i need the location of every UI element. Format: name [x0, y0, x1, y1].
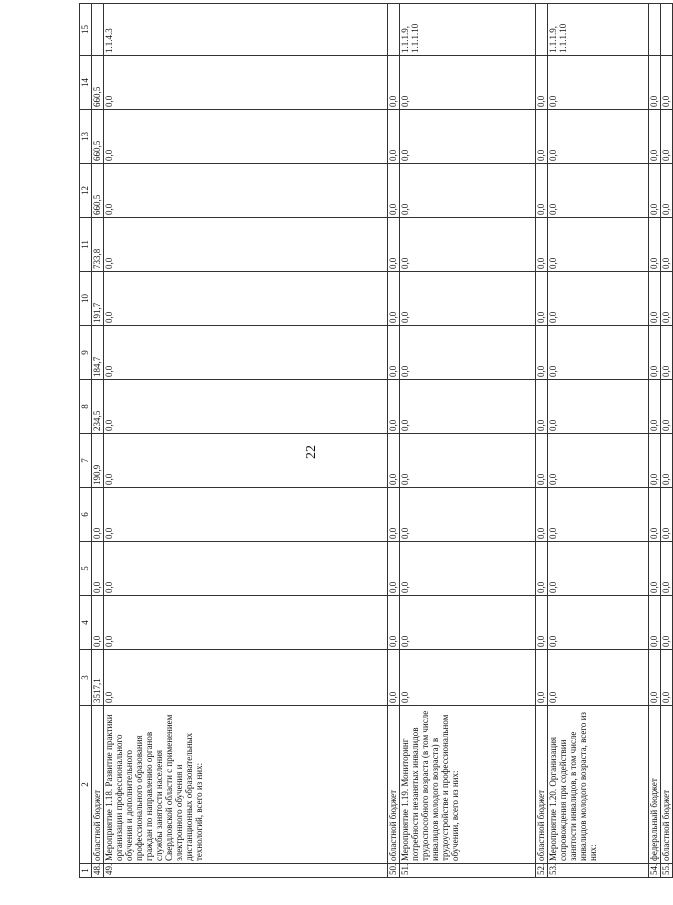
row-number: 53. [548, 864, 649, 878]
table-cell: 0,0 [388, 380, 400, 434]
table-cell: 0,0 [661, 380, 673, 434]
table-cell: 0,0 [649, 380, 661, 434]
table-cell: 0,0 [104, 164, 388, 218]
table-cell: 0,0 [649, 110, 661, 164]
table-cell [92, 4, 104, 56]
table-cell: 0,0 [104, 380, 388, 434]
table-cell: 0,0 [388, 596, 400, 650]
table-cell: 190,9 [92, 434, 104, 488]
table-cell: 0,0 [400, 488, 536, 542]
table-cell: 0,0 [548, 650, 649, 706]
column-header: 2 [80, 706, 92, 864]
table-cell [388, 4, 400, 56]
table-cell: 191,7 [92, 272, 104, 326]
table-cell: 0,0 [92, 488, 104, 542]
table-cell: 660,5 [92, 56, 104, 110]
table-cell: 0,0 [400, 164, 536, 218]
table-row [548, 4, 649, 878]
table-cell: 0,0 [548, 380, 649, 434]
table-cell: 0,0 [536, 56, 548, 110]
table-cell: 0,0 [400, 56, 536, 110]
table-cell: 0,0 [388, 56, 400, 110]
table-cell: 184,7 [92, 326, 104, 380]
column-header: 7 [80, 434, 92, 488]
table-cell: 0,0 [104, 272, 388, 326]
table-cell: 0,0 [104, 650, 388, 706]
table-cell: 0,0 [661, 488, 673, 542]
table-cell: 0,0 [661, 326, 673, 380]
table-cell [649, 4, 661, 56]
row-number: 54. [649, 864, 661, 878]
table-cell: 1.1.1.9, 1.1.1.10 [548, 4, 649, 56]
table-cell: 0,0 [92, 542, 104, 596]
table-row [536, 4, 548, 878]
table-cell: 0,0 [661, 596, 673, 650]
table-cell: 0,0 [661, 650, 673, 706]
table-cell: 0,0 [400, 434, 536, 488]
table-cell: 0,0 [548, 488, 649, 542]
table-cell: 0,0 [536, 218, 548, 272]
table-cell: 0,0 [536, 164, 548, 218]
table-cell: 0,0 [649, 218, 661, 272]
column-header: 10 [80, 272, 92, 326]
table-cell: 0,0 [536, 380, 548, 434]
column-header: 15 [80, 4, 92, 56]
table-cell: 0,0 [104, 542, 388, 596]
table-cell: 1.1.1.9, 1.1.1.10 [400, 4, 536, 56]
table-row [661, 4, 673, 878]
column-header: 8 [80, 380, 92, 434]
table-cell: 0,0 [536, 110, 548, 164]
row-number: 52. [536, 864, 548, 878]
column-header: 5 [80, 542, 92, 596]
table-cell: 0,0 [400, 272, 536, 326]
column-header: 1 [80, 864, 92, 878]
row-description: Мероприятие 1.19. Мониторинг потребности незанятых инвалидов трудоспособного возраста (в том числе инвалидов молодого возраста) в трудоустройстве и профессиональном обучении, всего из них: [400, 706, 536, 864]
table-cell: 0,0 [104, 434, 388, 488]
row-description: областной бюджет [388, 706, 400, 864]
table-row [92, 4, 104, 878]
column-header: 9 [80, 326, 92, 380]
table-cell: 0,0 [400, 542, 536, 596]
table-cell: 733,8 [92, 218, 104, 272]
table-cell: 0,0 [661, 164, 673, 218]
table-cell: 0,0 [536, 488, 548, 542]
table-cell: 1.1.4.3 [104, 4, 388, 56]
row-number: 49. [104, 864, 388, 878]
column-header: 12 [80, 164, 92, 218]
table-cell: 0,0 [104, 56, 388, 110]
table-cell: 0,0 [104, 488, 388, 542]
row-description: Мероприятие 1.20. Организация сопровождения при содействии занятости инвалидов, в том числе инвалидов молодого возраста, всего из них: [548, 706, 649, 864]
table-cell: 0,0 [388, 164, 400, 218]
table-cell: 0,0 [661, 434, 673, 488]
table-cell: 0,0 [548, 434, 649, 488]
row-description: областной бюджет [92, 706, 104, 864]
table-cell: 0,0 [536, 272, 548, 326]
table-cell: 0,0 [400, 650, 536, 706]
table-cell: 0,0 [548, 110, 649, 164]
table-cell: 0,0 [661, 56, 673, 110]
table-cell: 0,0 [400, 218, 536, 272]
table-cell: 0,0 [388, 218, 400, 272]
table-cell: 0,0 [649, 434, 661, 488]
table-cell: 0,0 [388, 110, 400, 164]
table-cell: 0,0 [661, 542, 673, 596]
table-cell: 0,0 [388, 272, 400, 326]
table-cell: 0,0 [536, 650, 548, 706]
table-cell: 0,0 [548, 272, 649, 326]
table-cell: 0,0 [388, 434, 400, 488]
table-cell: 0,0 [649, 542, 661, 596]
column-header: 6 [80, 488, 92, 542]
row-number: 55. [661, 864, 673, 878]
table-cell: 0,0 [400, 110, 536, 164]
table-cell: 0,0 [548, 218, 649, 272]
table-cell: 0,0 [661, 272, 673, 326]
table-cell: 0,0 [548, 326, 649, 380]
column-header: 3 [80, 650, 92, 706]
table-cell: 0,0 [548, 56, 649, 110]
row-number: 51. [400, 864, 536, 878]
table-cell: 0,0 [649, 56, 661, 110]
table-cell: 0,0 [649, 650, 661, 706]
row-description: областной бюджет [536, 706, 548, 864]
table-cell: 0,0 [548, 164, 649, 218]
row-description: федеральный бюджет [649, 706, 661, 864]
table-cell: 0,0 [649, 596, 661, 650]
table-row [649, 4, 661, 878]
table-cell: 0,0 [104, 218, 388, 272]
table-row [104, 4, 388, 878]
table-cell: 660,5 [92, 110, 104, 164]
table-cell: 0,0 [400, 326, 536, 380]
table-cell: 0,0 [661, 110, 673, 164]
table-cell: 0,0 [649, 164, 661, 218]
row-number: 48. [92, 864, 104, 878]
rotated-table-wrapper [79, 23, 671, 878]
row-number: 50. [388, 864, 400, 878]
table-cell: 0,0 [536, 542, 548, 596]
table-cell: 0,0 [649, 326, 661, 380]
column-header: 14 [80, 56, 92, 110]
page-number: 22 [304, 445, 319, 459]
column-header: 13 [80, 110, 92, 164]
table-cell: 234,5 [92, 380, 104, 434]
table-cell: 0,0 [388, 326, 400, 380]
table-cell: 0,0 [548, 596, 649, 650]
table-cell: 0,0 [104, 326, 388, 380]
table-cell: 0,0 [649, 272, 661, 326]
row-description: областной бюджет [661, 706, 673, 864]
table-row [400, 4, 536, 878]
table-cell: 0,0 [104, 110, 388, 164]
table-cell: 0,0 [649, 488, 661, 542]
column-header: 4 [80, 596, 92, 650]
table-row [388, 4, 400, 878]
table-cell: 0,0 [104, 596, 388, 650]
table-cell: 0,0 [388, 650, 400, 706]
table-cell: 0,0 [548, 542, 649, 596]
table-cell: 0,0 [400, 380, 536, 434]
table-cell [661, 4, 673, 56]
table-cell: 660,5 [92, 164, 104, 218]
header-row [80, 4, 92, 878]
table-cell: 0,0 [388, 542, 400, 596]
table-cell: 0,0 [661, 218, 673, 272]
table-cell: 3517,1 [92, 650, 104, 706]
budget-table [79, 3, 673, 878]
table-cell: 0,0 [388, 488, 400, 542]
column-header: 11 [80, 218, 92, 272]
table-cell: 0,0 [536, 434, 548, 488]
table-cell: 0,0 [92, 596, 104, 650]
row-description: Мероприятие 1.18. Развитие практики организации профессионального обучения и дополнительного профессионального образования граждан по направлению органов службы занятости населения Свердловской области с применением электронного обучения и дистанционных образовательных технологий, всего из них: [104, 706, 388, 864]
table-cell: 0,0 [400, 596, 536, 650]
table-cell: 0,0 [536, 326, 548, 380]
table-cell [536, 4, 548, 56]
table-cell: 0,0 [536, 596, 548, 650]
